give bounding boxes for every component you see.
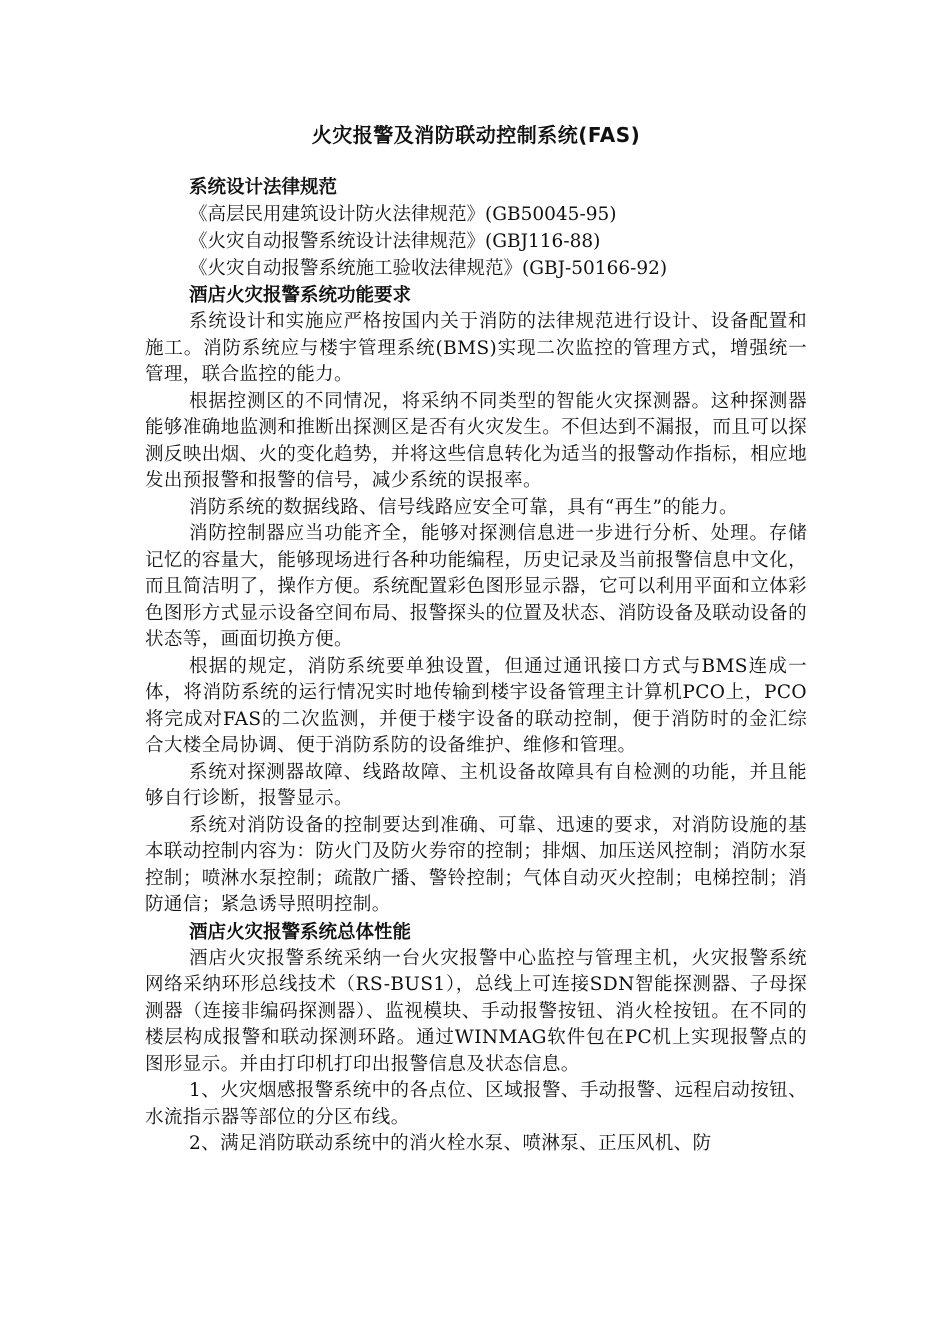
body-paragraph: 消防系统的数据线路、信号线路应安全可靠，具有“再生”的能力。 — [189, 496, 738, 518]
section-heading-overall-performance: 酒店火灾报警系统总体性能 — [189, 921, 412, 943]
body-paragraph: 系统对探测器故障、线路故障、主机设备故障具有自检测的功能，并且能够自行诊断，报警显示。 — [145, 761, 807, 809]
section-heading-design-standards: 系统设计法律规范 — [189, 177, 338, 198]
body-paragraph: 消防控制器应当功能齐全，能够对探测信息进一步进行分析、处理。存储记忆的容量大，能够现场进行各种功能编程，历史记录及当前报警信息中文化，而且简洁明了，操作方便。系统配置彩色图形显示器，它可以利用平面和立体彩色图形方式显示设备空间布局、报警探头的位置及状态、消防设备及联动设备的状态等，画面切换方便。 — [145, 523, 807, 650]
body-paragraph: 2、满足消防联动系统中的消火栓水泵、喷淋泵、正压风机、防 — [189, 1133, 712, 1154]
body-paragraph: 根据控测区的不同情况，将采纳不同类型的智能火灾探测器。这种探测器能够准确地监测和推断出探测区是否有火灾发生。不但达到不漏报，而且可以探测反映出烟、火的变化趋势，并将这些信息转化为适当的报警动作指标，相应地发出预报警和报警的信号，减少系统的误报率。 — [145, 390, 807, 491]
standard-reference: 《火灾自动报警系统施工验收法律规范》(GBJ-50166-92) — [189, 258, 668, 279]
standard-reference: 《火灾自动报警系统设计法律规范》(GBJ116-88) — [189, 231, 601, 252]
document-title: 火灾报警及消防联动控制系统(FAS) — [311, 123, 641, 147]
document-page — [145, 118, 807, 1158]
body-paragraph: 根据的规定，消防系统要单独设置，但通过通讯接口方式与BMS连成一体，将消防系统的运行情况实时地传输到楼宇设备管理主计算机PCO上，PCO将完成对FAS的二次监测，并便于楼宇设备的联动控制，便于消防时的金汇综合大楼全局协调、便于消防系防的设备维护、维修和管理。 — [145, 655, 807, 756]
section-heading-function-requirements: 酒店火灾报警系统功能要求 — [189, 285, 412, 306]
body-paragraph: 1、火灾烟感报警系统中的各点位、区域报警、手动报警、远程启动按钮、水流指示器等部位的分区布线。 — [145, 1080, 807, 1128]
body-paragraph: 系统对消防设备的控制要达到准确、可靠、迅速的要求，对消防设施的基本联动控制内容为：防火门及防火券帘的控制；排烟、加压送风控制；消防水泵控制；喷淋水泵控制；疏散广播、警铃控制；气体自动灭火控制；电梯控制；消防通信；紧急诱导照明控制。 — [145, 814, 807, 915]
body-paragraph: 酒店火灾报警系统采纳一台火灾报警中心监控与管理主机，火灾报警系统网络采纳环形总线技术（RS-BUS1），总线上可连接SDN智能探测器、子母探测器（连接非编码探测器）、监视模块、手动报警按钮、消火栓按钮。在不同的楼层构成报警和联动探测环路。通过WINMAG软件包在PC机上实现报警点的图形显示。并由打印机打印出报警信息及状态信息。 — [145, 947, 807, 1075]
body-paragraph: 系统设计和实施应严格按国内关于消防的法律规范进行设计、设备配置和施工。消防系统应与楼宇管理系统(BMS)实现二次监控的管理方式，增强统一管理，联合监控的能力。 — [145, 311, 807, 385]
standard-reference: 《高层民用建筑设计防火法律规范》(GB50045-95) — [189, 204, 617, 225]
